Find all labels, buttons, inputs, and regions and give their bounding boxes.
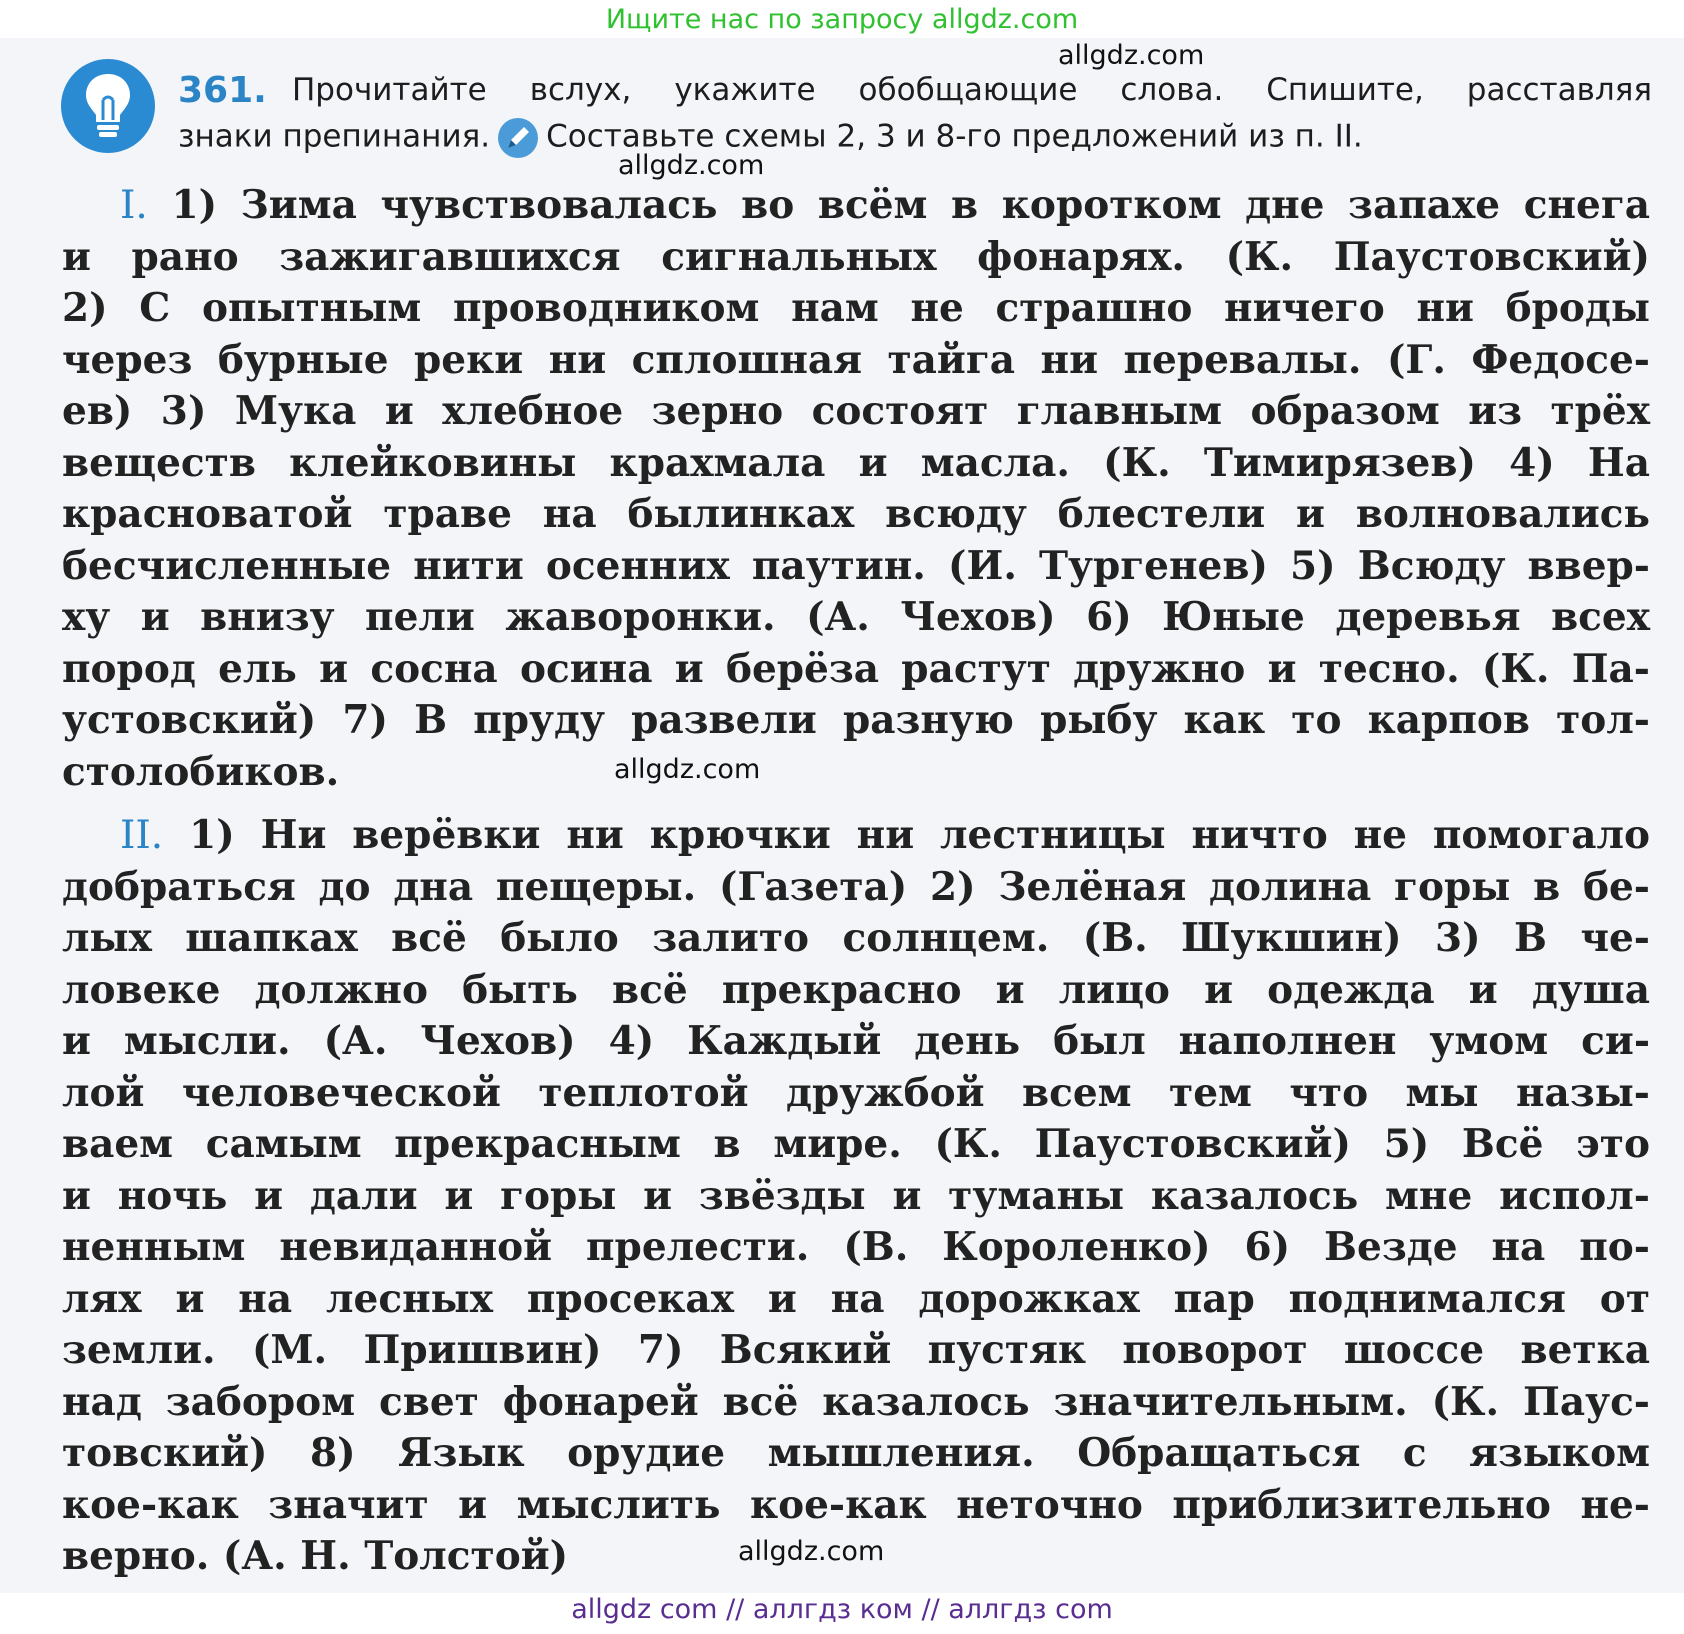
text-line: и рано зажигавшихся сигнальных фонарях. (К. Паустовский) bbox=[62, 233, 1650, 280]
text-line: верно. (А. Н. Толстой) bbox=[62, 1533, 569, 1579]
text-line: и ночь и дали и горы и звёзды и туманы казалось мне испол- bbox=[62, 1172, 1650, 1219]
section-mark-ii: II. bbox=[120, 813, 164, 858]
text-line: кое-как значит и мыслить кое-как неточно приблизительно не- bbox=[62, 1481, 1650, 1528]
watermark: allgdz.com bbox=[1058, 40, 1205, 71]
section-mark-i: I. bbox=[120, 183, 148, 228]
text-line: лой человеческой теплотой дружбой всем тем что мы назы- bbox=[62, 1069, 1650, 1116]
instruction-part-a: знаки препинания. bbox=[178, 118, 491, 155]
text-line: лях и на лесных просеках и на дорожках пар поднимался от bbox=[62, 1275, 1650, 1322]
text-line: ваем самым прекрасным в мире. (К. Паустовский) 5) Всё это bbox=[62, 1121, 1650, 1167]
text-line: лых шапках всё было залито солнцем. (В. Шукшин) 3) В че- bbox=[62, 915, 1650, 961]
text-line: над забором свет фонарей всё казалось значительным. (К. Паус- bbox=[62, 1378, 1650, 1425]
part-one-text bbox=[62, 180, 1650, 798]
text-line: бесчисленные нити осенних паутин. (И. Тургенев) 5) Всюду ввер- bbox=[62, 542, 1650, 589]
exercise-instruction-line1: Прочитайте вслух, укажите обобщающие слова. Спишите, расставляя bbox=[292, 72, 1652, 108]
text-line: столобиков. bbox=[62, 748, 340, 795]
text-line: веществ клейковины крахмала и масла. (К. Тимирязев) 4) На bbox=[62, 439, 1650, 486]
text-line: устовский) 7) В пруду развели разную рыбу как то карпов тол- bbox=[62, 697, 1650, 743]
text-line: I. 1) Зима чувствовалась во всём в коротком дне запахе снега bbox=[120, 182, 1651, 228]
lightbulb-icon bbox=[60, 58, 156, 154]
search-banner[interactable]: Ищите нас по запросу allgdz.com bbox=[605, 4, 1079, 35]
text-line: ев) 3) Мука и хлебное зерно состоят главным образом из трёх bbox=[62, 388, 1650, 434]
text-line: добраться до дна пещеры. (Газета) 2) Зелёная долина горы в бе- bbox=[62, 863, 1650, 910]
text-line: 2) С опытным проводником нам не страшно ничего ни броды bbox=[62, 285, 1650, 331]
text-line: ху и внизу пели жаворонки. (А. Чехов) 6) Юные деревья всех bbox=[62, 594, 1650, 640]
footer-links[interactable]: allgdz com // аллгдз ком // аллгдз com bbox=[571, 1594, 1113, 1625]
text-line: пород ель и сосна осина и берёза растут дружно и тесно. (К. Па- bbox=[62, 645, 1650, 692]
text-line: через бурные реки ни сплошная тайга ни перевалы. (Г. Федосе- bbox=[62, 336, 1650, 383]
instruction-part-b: Составьте схемы 2, 3 и 8-го предложений из п. II. bbox=[546, 118, 1363, 155]
text-line: красноватой траве на былинках всюду блестели и волновались bbox=[62, 491, 1650, 537]
exercise-instruction-line2 bbox=[178, 116, 1658, 160]
text-line: ловеке должно быть всё прекрасно и лицо и одежда и душа bbox=[62, 966, 1650, 1013]
text-line: II. 1) Ни верёвки ни крючки ни лестницы ничто не помогало bbox=[120, 812, 1650, 858]
text-line: и мысли. (А. Чехов) 4) Каждый день был наполнен умом си- bbox=[62, 1018, 1650, 1064]
exercise-number: 361. bbox=[178, 70, 267, 111]
text-line: земли. (М. Пришвин) 7) Всякий пустяк поворот шоссе ветка bbox=[62, 1327, 1650, 1373]
watermark: allgdz.com bbox=[618, 150, 765, 181]
text-line: товский) 8) Язык орудие мышления. Обращаться с языком bbox=[62, 1430, 1650, 1476]
text-line: ненным невиданной прелести. (В. Короленко) 6) Везде на по- bbox=[62, 1224, 1650, 1270]
part-two-text bbox=[62, 810, 1650, 1583]
watermark: allgdz.com bbox=[738, 1536, 885, 1567]
watermark: allgdz.com bbox=[614, 754, 761, 785]
pencil-icon bbox=[496, 116, 540, 160]
